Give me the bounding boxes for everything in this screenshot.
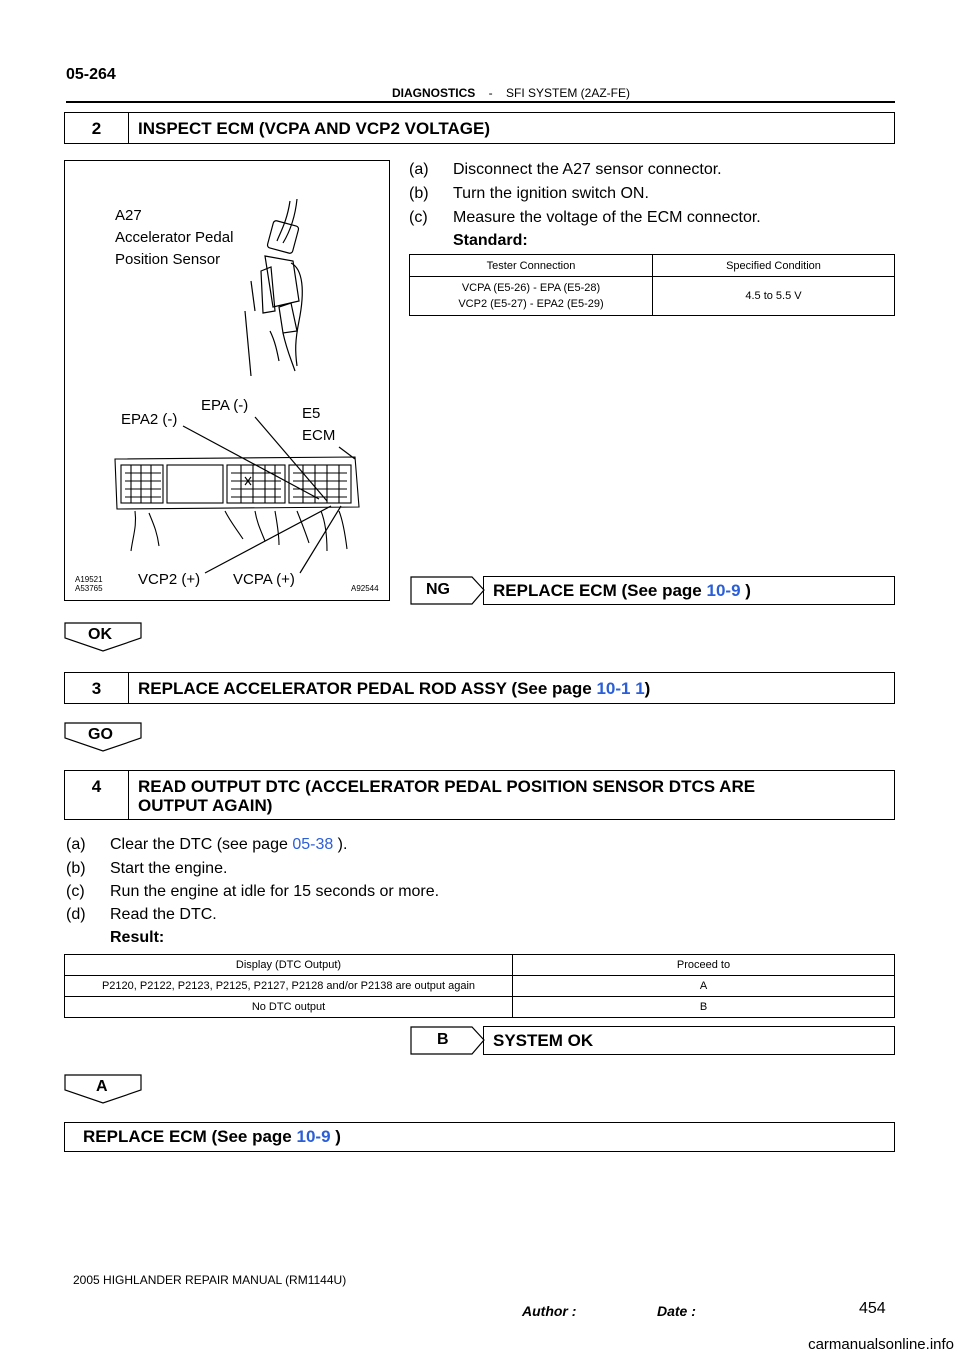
s4-a-page-link[interactable]: 05-38 — [292, 836, 334, 853]
step-2-title-box — [64, 112, 895, 144]
figure-sensor-id: A27 — [115, 207, 142, 224]
header-section: DIAGNOSTICS — [391, 86, 476, 100]
result-cell-proceed: A — [513, 976, 895, 997]
ng-action-box — [483, 576, 895, 605]
step-4-title-box — [64, 770, 895, 820]
instr-a-text: Disconnect the A27 sensor connector. — [453, 161, 722, 178]
b-tag-label: B — [437, 1031, 449, 1048]
go-tag-label: GO — [88, 726, 113, 743]
instr-a-letter: (a) — [409, 161, 429, 178]
s4-a-close: ). — [333, 836, 348, 853]
figure-code-3: A92544 — [351, 584, 379, 593]
s4-d-text: Read the DTC. — [110, 906, 217, 923]
running-header — [66, 86, 894, 100]
label-e5: E5 — [302, 405, 321, 422]
instr-b-letter: (b) — [409, 185, 429, 202]
standard-label: Standard: — [453, 232, 528, 249]
ng-tag-label: NG — [426, 581, 450, 598]
b-action-text: SYSTEM OK — [493, 1031, 594, 1050]
spec-connection-line-1: VCPA (E5-26) - EPA (E5-28) — [461, 282, 601, 294]
final-action-text: REPLACE ECM (See page — [83, 1127, 297, 1146]
result-cell-display: P2120, P2122, P2123, P2125, P2127, P2128 and/or P2138 are output again — [65, 976, 513, 997]
result-table — [64, 954, 895, 1018]
result-cell-display: No DTC output — [65, 997, 513, 1018]
header-separator: - — [488, 86, 493, 100]
connector-drawing — [65, 161, 391, 602]
s4-a-text-wrap — [110, 833, 347, 857]
final-action-box — [64, 1122, 895, 1152]
instr-b-text: Turn the ignition switch ON. — [453, 185, 649, 202]
footer-author-label: Author : — [522, 1303, 577, 1319]
figure-code-1: A19521 — [75, 575, 103, 584]
ecm-connector-figure — [64, 160, 390, 601]
s4-c-text: Run the engine at idle for 15 seconds or more. — [110, 883, 440, 900]
spec-cell-connection — [410, 277, 653, 316]
spec-connection-line-2: VCP2 (E5-27) - EPA2 (E5-29) — [458, 298, 604, 310]
b-action-box — [483, 1026, 895, 1055]
header-system: SFI SYSTEM (2AZ-FE) — [506, 86, 631, 100]
a-tag-label: A — [96, 1078, 108, 1095]
watermark: carmanualsonline.info — [808, 1336, 954, 1353]
ok-tag-label: OK — [88, 626, 112, 643]
figure-sensor-name-1: Accelerator Pedal — [115, 229, 234, 246]
final-action-close: ) — [330, 1127, 341, 1146]
ng-action-text: REPLACE ECM (See page — [493, 581, 707, 600]
s4-a-letter: (a) — [66, 836, 86, 853]
label-epa: EPA (-) — [201, 397, 249, 414]
step-2-number: 2 — [65, 113, 129, 143]
step-3-title-close: ) — [644, 679, 651, 698]
final-page-link[interactable]: 10-9 — [296, 1127, 331, 1146]
result-cell-proceed: B — [513, 997, 895, 1018]
step-3-number: 3 — [65, 673, 129, 703]
step-3-page-link[interactable]: 10-1 1 — [596, 679, 645, 698]
s4-b-text: Start the engine. — [110, 860, 228, 877]
spec-header-connection: Tester Connection — [410, 255, 653, 277]
ng-action-close: ) — [740, 581, 751, 600]
step-4-number: 4 — [65, 771, 129, 819]
sensor-connector-illustration — [245, 199, 302, 376]
s4-a-text: Clear the DTC (see page — [110, 836, 293, 853]
label-vcpa: VCPA (+) — [233, 571, 295, 588]
step-4-title — [129, 771, 894, 819]
spec-header-condition: Specified Condition — [653, 255, 895, 277]
s4-c-letter: (c) — [66, 883, 85, 900]
instr-c-text: Measure the voltage of the ECM connector. — [453, 209, 761, 226]
label-epa2: EPA2 (-) — [121, 411, 178, 428]
label-ecm: ECM — [302, 427, 336, 444]
instr-c-letter: (c) — [409, 209, 428, 226]
result-label: Result: — [110, 929, 165, 946]
table-row — [65, 997, 895, 1018]
s4-d-letter: (d) — [66, 906, 86, 923]
step-3-title-text: REPLACE ACCELERATOR PEDAL ROD ASSY (See page — [138, 679, 597, 698]
footer-page-number: 454 — [859, 1300, 886, 1317]
result-header-proceed: Proceed to — [513, 955, 895, 976]
step-3-title — [129, 673, 894, 703]
table-row — [65, 976, 895, 997]
s4-b-letter: (b) — [66, 860, 86, 877]
step-4-title-line-1: READ OUTPUT DTC (ACCELERATOR PEDAL POSITION SENSOR DTCS ARE — [138, 777, 756, 796]
step-4-title-line-2: OUTPUT AGAIN) — [138, 796, 273, 815]
step-2-title: INSPECT ECM (VCPA AND VCP2 VOLTAGE) — [138, 119, 490, 138]
figure-code-2: A53765 — [75, 584, 103, 593]
footer-manual: 2005 HIGHLANDER REPAIR MANUAL (RM1144U) — [73, 1273, 347, 1287]
result-header-display: Display (DTC Output) — [65, 955, 513, 976]
figure-sensor-name-2: Position Sensor — [115, 251, 221, 268]
spec-table — [409, 254, 895, 316]
ng-page-link[interactable]: 10-9 — [706, 581, 741, 600]
step-3-title-box — [64, 672, 895, 704]
label-vcp2: VCP2 (+) — [138, 571, 201, 588]
footer-date-label: Date : — [657, 1303, 696, 1319]
header-rule — [66, 101, 895, 103]
page-ref: 05-264 — [66, 66, 116, 83]
spec-cell-condition: 4.5 to 5.5 V — [653, 277, 895, 316]
